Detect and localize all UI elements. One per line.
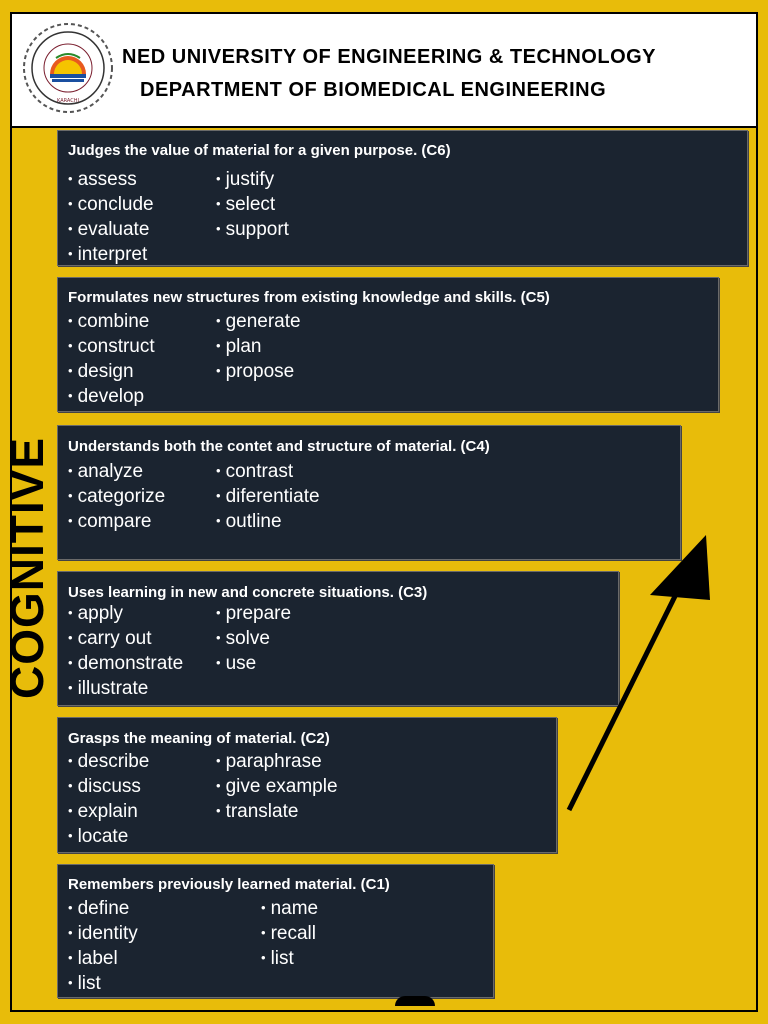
level-col2 [216, 750, 338, 825]
verb-item: • assess [68, 168, 154, 193]
verb-item: • evaluate [68, 218, 154, 243]
verb-item: • diferentiate [216, 485, 320, 510]
level-c5-box [57, 277, 719, 412]
verb-item: • compare [68, 510, 165, 535]
verb-item: • carry out [68, 627, 183, 652]
verb-item: • identity [68, 922, 138, 947]
verb-item: • analyze [68, 460, 165, 485]
department-name: DEPARTMENT OF BIOMEDICAL ENGINEERING [140, 79, 607, 101]
level-col2 [261, 897, 318, 972]
level-heading: Remembers previously learned material. (C1) [68, 876, 390, 893]
verb-item: • translate [216, 800, 338, 825]
verb-item: • prepare [216, 602, 291, 627]
level-heading: Understands both the contet and structure of material. (C4) [68, 438, 490, 455]
verb-item: • give example [216, 775, 338, 800]
level-heading: Uses learning in new and concrete situations. (C3) [68, 584, 428, 601]
verb-item: • propose [216, 360, 301, 385]
level-col1 [68, 460, 165, 535]
cognitive-side-label: COGNITIVE [1, 436, 53, 699]
verb-item: • list [68, 972, 138, 997]
verb-item: • label [68, 947, 138, 972]
level-col2 [216, 168, 289, 243]
verb-item: • combine [68, 310, 155, 335]
verb-item: • plan [216, 335, 301, 360]
level-heading: Grasps the meaning of material. (C2) [68, 730, 330, 747]
verb-item: • construct [68, 335, 155, 360]
level-col1 [68, 750, 149, 850]
verb-item: • apply [68, 602, 183, 627]
verb-item: • describe [68, 750, 149, 775]
level-heading: Judges the value of material for a given purpose. (C6) [68, 142, 451, 159]
level-c6-box [57, 130, 748, 266]
verb-item: • list [261, 947, 318, 972]
header-banner [10, 12, 758, 128]
level-heading: Formulates new structures from existing knowledge and skills. (C5) [68, 289, 550, 306]
verb-item: • support [216, 218, 289, 243]
level-col1 [68, 310, 155, 410]
level-col1 [68, 897, 138, 997]
verb-item: • outline [216, 510, 320, 535]
decorative-shape [395, 996, 435, 1006]
verb-item: • recall [261, 922, 318, 947]
verb-item: • conclude [68, 193, 154, 218]
arrow-up-right-icon [560, 530, 720, 820]
verb-item: • explain [68, 800, 149, 825]
level-c1-box [57, 864, 494, 998]
verb-item: • define [68, 897, 138, 922]
verb-item: • categorize [68, 485, 165, 510]
verb-item: • illustrate [68, 677, 183, 702]
level-col2 [216, 602, 291, 677]
verb-item: • select [216, 193, 289, 218]
verb-item: • contrast [216, 460, 320, 485]
level-col2 [216, 460, 320, 535]
verb-item: • solve [216, 627, 291, 652]
level-col2 [216, 310, 301, 385]
verb-item: • justify [216, 168, 289, 193]
level-col1 [68, 602, 183, 702]
university-name: NED UNIVERSITY OF ENGINEERING & TECHNOLOGY [122, 46, 657, 68]
verb-item: • use [216, 652, 291, 677]
level-col1 [68, 168, 154, 268]
level-c3-box [57, 571, 619, 706]
ned-university-seal-icon [22, 22, 114, 114]
verb-item: • locate [68, 825, 149, 850]
level-c2-box [57, 717, 557, 853]
verb-item: • demonstrate [68, 652, 183, 677]
verb-item: • paraphrase [216, 750, 338, 775]
verb-item: • design [68, 360, 155, 385]
verb-item: • generate [216, 310, 301, 335]
verb-item: • discuss [68, 775, 149, 800]
verb-item: • name [261, 897, 318, 922]
verb-item: • develop [68, 385, 155, 410]
verb-item: • interpret [68, 243, 154, 268]
svg-text:KARACHI: KARACHI [57, 98, 79, 104]
